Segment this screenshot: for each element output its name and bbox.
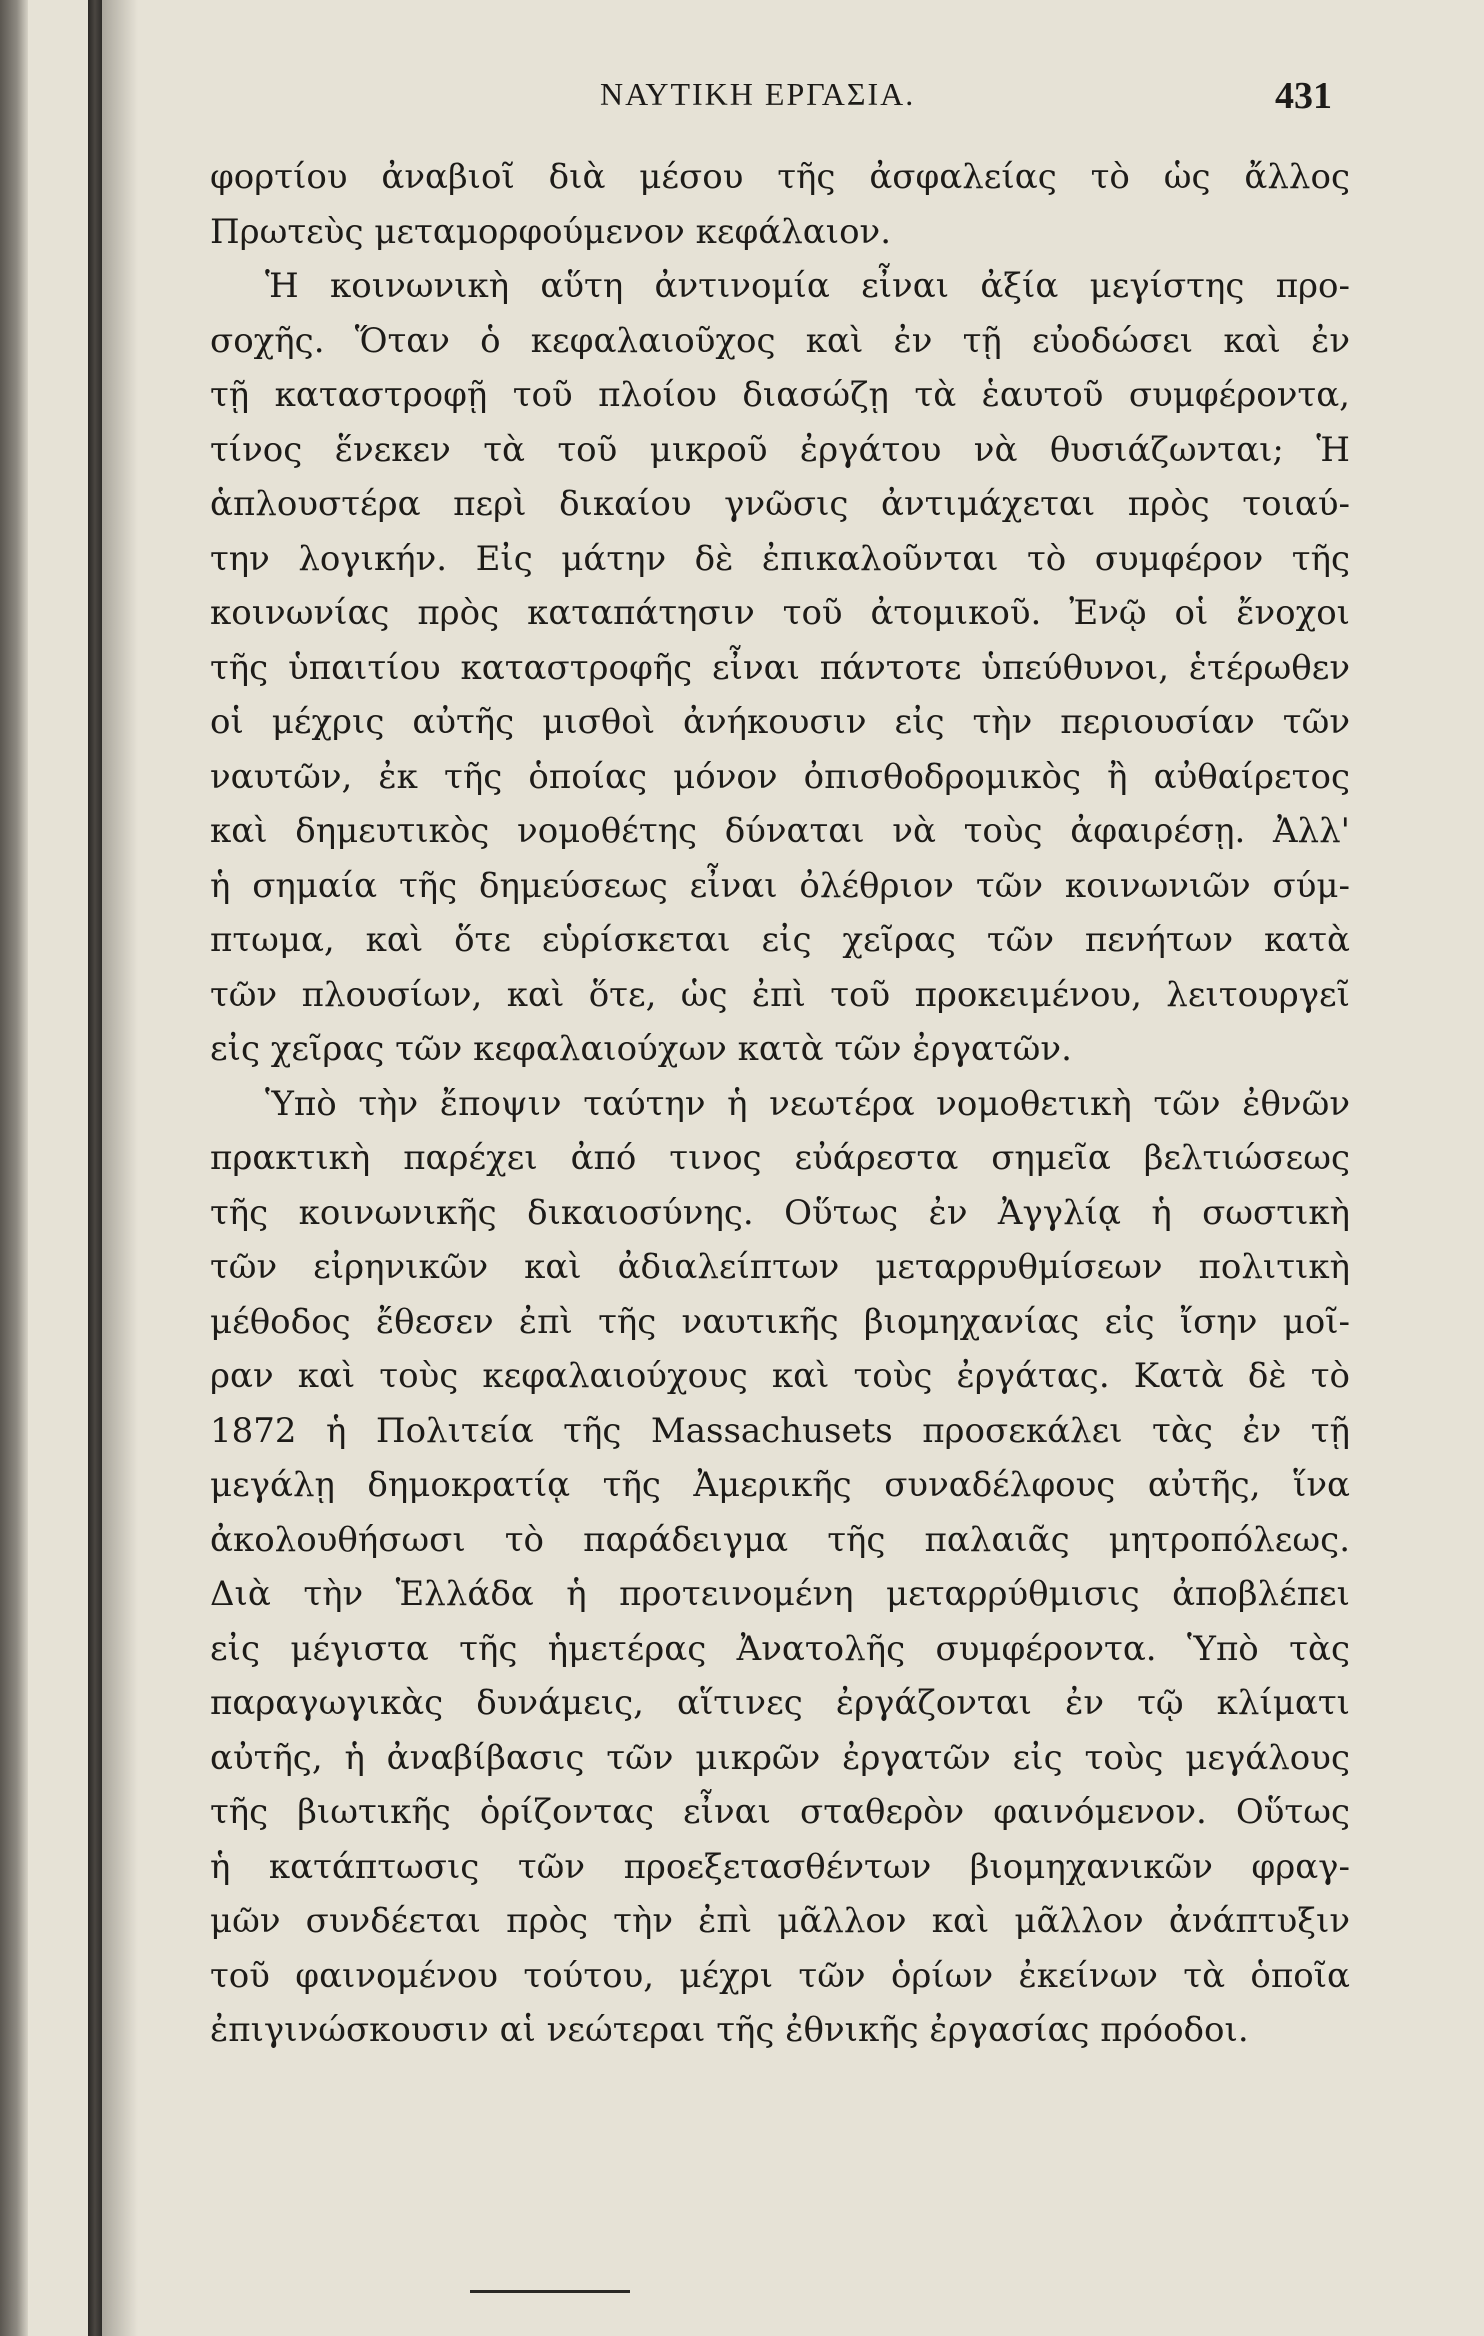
text-line: τίνος ἕνεκεν τὰ τοῦ μικροῦ ἐργάτου νὰ θυσιάζωνται; Ἡ (210, 429, 1350, 470)
page-number: 431 (1275, 75, 1332, 117)
text-line: ἡ κατάπτωσις τῶν προεξετασθέντων βιομηχανικῶν φραγ- (210, 1846, 1350, 1887)
text-line: ναυτῶν, ἐκ τῆς ὁποίας μόνον ὀπισθοδρομικὸς ἢ αὐθαίρετος (210, 756, 1350, 797)
text-line: 1872 ἡ Πολιτεία τῆς Massachusets προσεκάλει τὰς ἐν τῇ (210, 1410, 1350, 1451)
book-page (210, 70, 1350, 2300)
text-line: ἁπλουστέρα περὶ δικαίου γνῶσις ἀντιμάχεται πρὸς τοιαύ- (210, 484, 1350, 524)
text-line: καὶ δημευτικὸς νομοθέτης δύναται νὰ τοὺς ἀφαιρέσῃ. Ἀλλ' (210, 811, 1350, 851)
text-line: την λογικήν. Εἰς μάτην δὲ ἐπικαλοῦνται τὸ συμφέρον τῆς (210, 538, 1350, 579)
text-line: τῆς κοινωνικῆς δικαιοσύνης. Οὕτως ἐν Ἀγγλίᾳ ἡ σωστικὴ (210, 1192, 1350, 1233)
text-line: μέθοδος ἔθεσεν ἐπὶ τῆς ναυτικῆς βιομηχανίας εἰς ἴσην μοῖ- (210, 1301, 1350, 1342)
text-line: εἰς χεῖρας τῶν κεφαλαιούχων κατὰ τῶν ἐργατῶν. (210, 1029, 1072, 1069)
text-line: εἰς μέγιστα τῆς ἡμετέρας Ἀνατολῆς συμφέροντα. Ὑπὸ τὰς (210, 1628, 1350, 1669)
text-line: πτωμα, καὶ ὅτε εὑρίσκεται εἰς χεῖρας τῶν πενήτων κατὰ (210, 920, 1350, 960)
text-line: ἐπιγινώσκουσιν αἱ νεώτεραι τῆς ἐθνικῆς ἐργασίας πρόοδοι. (210, 2010, 1249, 2050)
text-line: τῆς βιωτικῆς ὁρίζοντας εἶναι σταθερὸν φαινόμενον. Οὕτως (210, 1792, 1350, 1832)
running-head (210, 70, 1350, 150)
paragraph-start-line: Ὑπὸ τὴν ἔποψιν ταύτην ἡ νεωτέρα νομοθετικὴ τῶν ἐθνῶν (265, 1083, 1350, 1124)
text-line: ἀκολουθήσωσι τὸ παράδειγμα τῆς παλαιᾶς μητροπόλεως. (210, 1519, 1350, 1560)
body-text (210, 150, 1350, 2058)
paragraph-start-line: Ἡ κοινωνικὴ αὕτη ἀντινομία εἶναι ἀξία μεγίστης προ- (265, 266, 1350, 306)
text-line: τοῦ φαινομένου τούτου, μέχρι τῶν ὁρίων ἐκείνων τὰ ὁποῖα (210, 1955, 1350, 1996)
bottom-rule (470, 2290, 630, 2293)
text-line: αὐτῆς, ἡ ἀναβίβασις τῶν μικρῶν ἐργατῶν εἰς τοὺς μεγάλους (210, 1737, 1350, 1778)
text-line: μῶν συνδέεται πρὸς τὴν ἐπὶ μᾶλλον καὶ μᾶλλον ἀνάπτυξιν (210, 1901, 1350, 1941)
text-line: τῇ καταστροφῇ τοῦ πλοίου διασώζῃ τὰ ἑαυτοῦ συμφέροντα, (210, 375, 1350, 415)
running-title: ΝΑΥΤΙΚΗ ΕΡΓΑΣΙΑ. (600, 76, 916, 112)
text-line: φορτίου ἀναβιοῖ διὰ μέσου τῆς ἀσφαλείας τὸ ὡς ἄλλος (210, 157, 1350, 197)
text-line: ραν καὶ τοὺς κεφαλαιούχους καὶ τοὺς ἐργάτας. Κατὰ δὲ τὸ (210, 1356, 1350, 1396)
text-line: τῶν πλουσίων, καὶ ὅτε, ὡς ἐπὶ τοῦ προκειμένου, λειτουργεῖ (210, 974, 1350, 1015)
text-line: πρακτικὴ παρέχει ἀπό τινος εὐάρεστα σημεῖα βελτιώσεως (210, 1138, 1350, 1178)
text-line: σοχῆς. Ὅταν ὁ κεφαλαιοῦχος καὶ ἐν τῇ εὐοδώσει καὶ ἐν (210, 320, 1350, 361)
text-line: κοινωνίας πρὸς καταπάτησιν τοῦ ἀτομικοῦ. Ἐνῷ οἱ ἔνοχοι (210, 593, 1350, 633)
text-line: τῆς ὑπαιτίου καταστροφῆς εἶναι πάντοτε ὑπεύθυνοι, ἑτέρωθεν (210, 647, 1350, 688)
binding-edge (0, 0, 28, 2336)
gutter-shadow (102, 0, 138, 2336)
text-line: μεγάλῃ δημοκρατίᾳ τῆς Ἀμερικῆς συναδέλφους αὐτῆς, ἵνα (210, 1465, 1350, 1505)
book-spine (88, 0, 102, 2336)
text-line: ἡ σημαία τῆς δημεύσεως εἶναι ὀλέθριον τῶν κοινωνιῶν σύμ- (210, 865, 1350, 906)
text-line: οἱ μέχρις αὐτῆς μισθοὶ ἀνήκουσιν εἰς τὴν περιουσίαν τῶν (210, 702, 1350, 742)
text-line: Πρωτεὺς μεταμορφούμενον κεφάλαιον. (210, 211, 892, 252)
text-line: τῶν εἰρηνικῶν καὶ ἀδιαλείπτων μεταρρυθμίσεων πολιτικὴ (210, 1247, 1350, 1287)
text-line: παραγωγικὰς δυνάμεις, αἵτινες ἐργάζονται ἐν τῷ κλίματι (210, 1683, 1350, 1723)
text-line: Διὰ τὴν Ἑλλάδα ἡ προτεινομένη μεταρρύθμισις ἀποβλέπει (210, 1574, 1350, 1614)
